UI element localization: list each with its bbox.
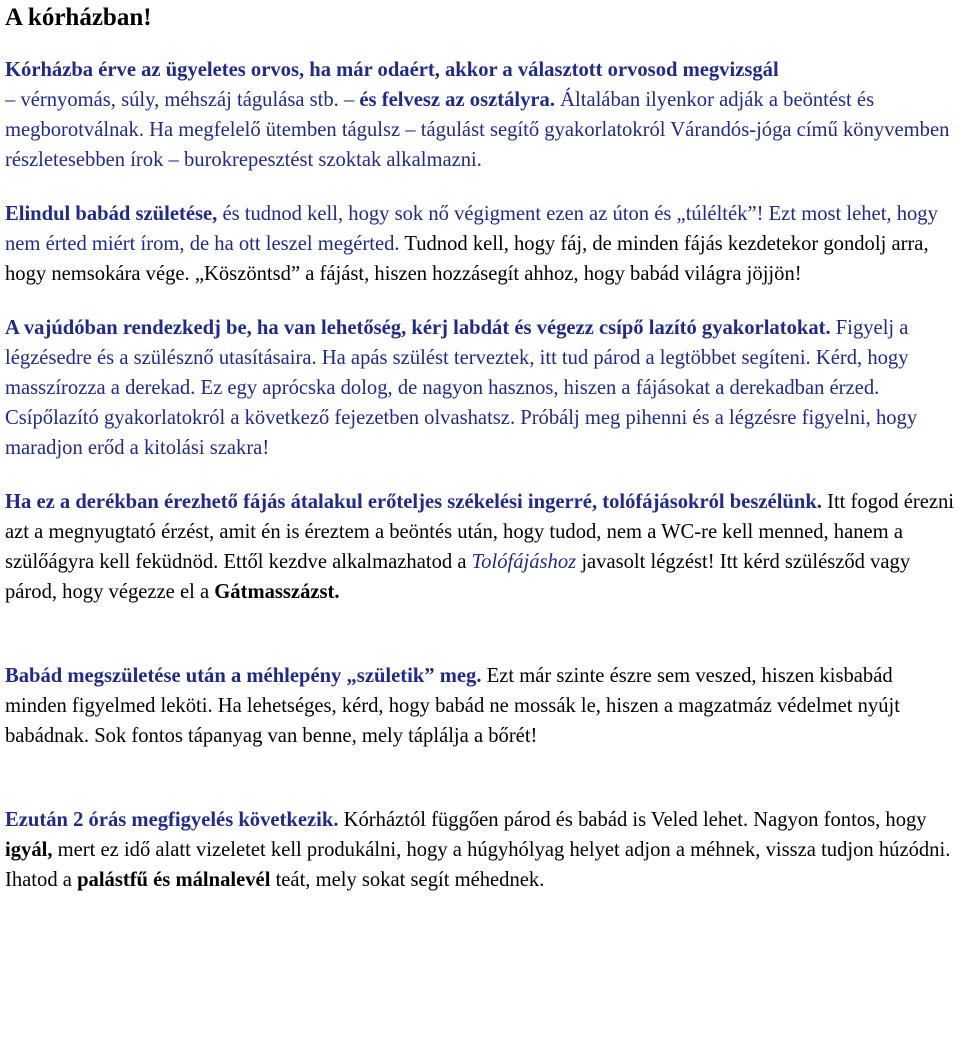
paragraph-pushing <box>5 487 957 607</box>
birth-starts-heading: Elindul babád születése, <box>5 203 218 225</box>
labor-room-text: Figyelj a légzésedre és a szülésznő utasításaira. Ha apás szülést terveztek, itt tud párod a legtöbbet segíteni. Kérd, hogy masszírozza a derekad. Ez egy aprócska dolog, de nagyon hasznos, hiszen a fájásokat a derekadban érzed. Csípőlazító gyakorlatokról a következő fejezetben olvashatsz. Próbálj meg pihenni és a légzésre figyelni, hogy maradjon erőd a kitolási szakra! <box>5 317 918 459</box>
placenta-heading: Babád megszületése után a méhlepény „születik” meg. <box>5 665 482 687</box>
pushing-text: Itt fogod érezni azt a megnyugtató érzést, amit én is éreztem a beöntés után, hogy tudod, nem a WC-re kell menned, hanem a szülőágyra kell feküdnöd. Ettől kezdve alkalmazhatod a <box>5 491 955 573</box>
arrival-checks: – vérnyomás, súly, méhszáj tágulása stb. – <box>5 89 360 111</box>
paragraph-labor-room <box>5 313 957 463</box>
pushing-heading: Ha ez a derékban érezhető fájás átalakul erőteljes székelési ingerré, tolófájásokról beszélünk. <box>5 491 822 513</box>
drink-emphasis: igyál, <box>5 839 53 861</box>
arrival-admission: és felvesz az osztályra. <box>359 89 555 111</box>
paragraph-arrival <box>5 55 957 175</box>
perineal-massage: Gátmasszázst. <box>214 581 340 603</box>
observation-text: Kórháztól függően párod és babád is Veled lehet. Nagyon fontos, hogy <box>338 809 927 831</box>
birth-starts-pain-text: Tudnod kell, hogy fáj, de minden fájás kezdetekor gondolj arra, hogy nemsokára vége. „Köszöntsd” a fájást, hiszen hozzásegít ahhoz, hogy babád világra jöjjön! <box>5 233 929 285</box>
page-title: A kórházban! <box>5 4 152 31</box>
birth-starts-text: és tudnod kell, hogy sok nő végigment ezen az úton és „túlélték”! Ezt most lehet, hogy nem érted miért írom, de ha ott leszel megérted. <box>5 203 938 255</box>
paragraph-birth-starts <box>5 199 957 289</box>
paragraph-placenta <box>5 661 957 751</box>
tea-herbs: palástfű és málnalevél <box>77 869 271 891</box>
pushing-text-2: javasolt légzést! Itt kérd szülésződ vagy párod, hogy végezze el a <box>5 551 911 603</box>
pushing-breathing-ref: Tolófájáshoz <box>471 551 577 573</box>
observation-text-3: teát, mely sokat segít méhednek. <box>270 869 545 891</box>
observation-text-2: mert ez idő alatt vizeletet kell produkálni, hogy a húgyhólyag helyet adjon a méhnek, vissza tudjon húzódni. Ihatod a <box>5 839 951 891</box>
observation-heading: Ezután 2 órás megfigyelés következik. <box>5 809 339 831</box>
document-page <box>5 0 957 895</box>
arrival-details: Általában ilyenkor adják a beöntést és megborotválnak. Ha megfelelő ütemben tágulsz – tágulást segítő gyakorlatokról Várandós-jóga című könyvemben részletesebben írok – burokrepesztést szoktak alkalmazni. <box>5 89 950 171</box>
arrival-intro: Kórházba érve az ügyeletes orvos, ha már odaért, akkor a választott orvosod megvizsgál <box>5 59 779 81</box>
labor-room-heading: A vajúdóban rendezkedj be, ha van lehetőség, kérj labdát és végezz csípő lazító gyakorlatokat. <box>5 317 831 339</box>
placenta-text: Ezt már szinte észre sem veszed, hiszen kisbabád minden figyelmed leköti. Ha lehetséges, kérd, hogy babád ne mossák le, hiszen a magzatmáz védelmet nyújt babádnak. Sok fontos tápanyag van benne, mely táplálja a bőrét! <box>5 665 900 747</box>
paragraph-observation <box>5 805 957 895</box>
